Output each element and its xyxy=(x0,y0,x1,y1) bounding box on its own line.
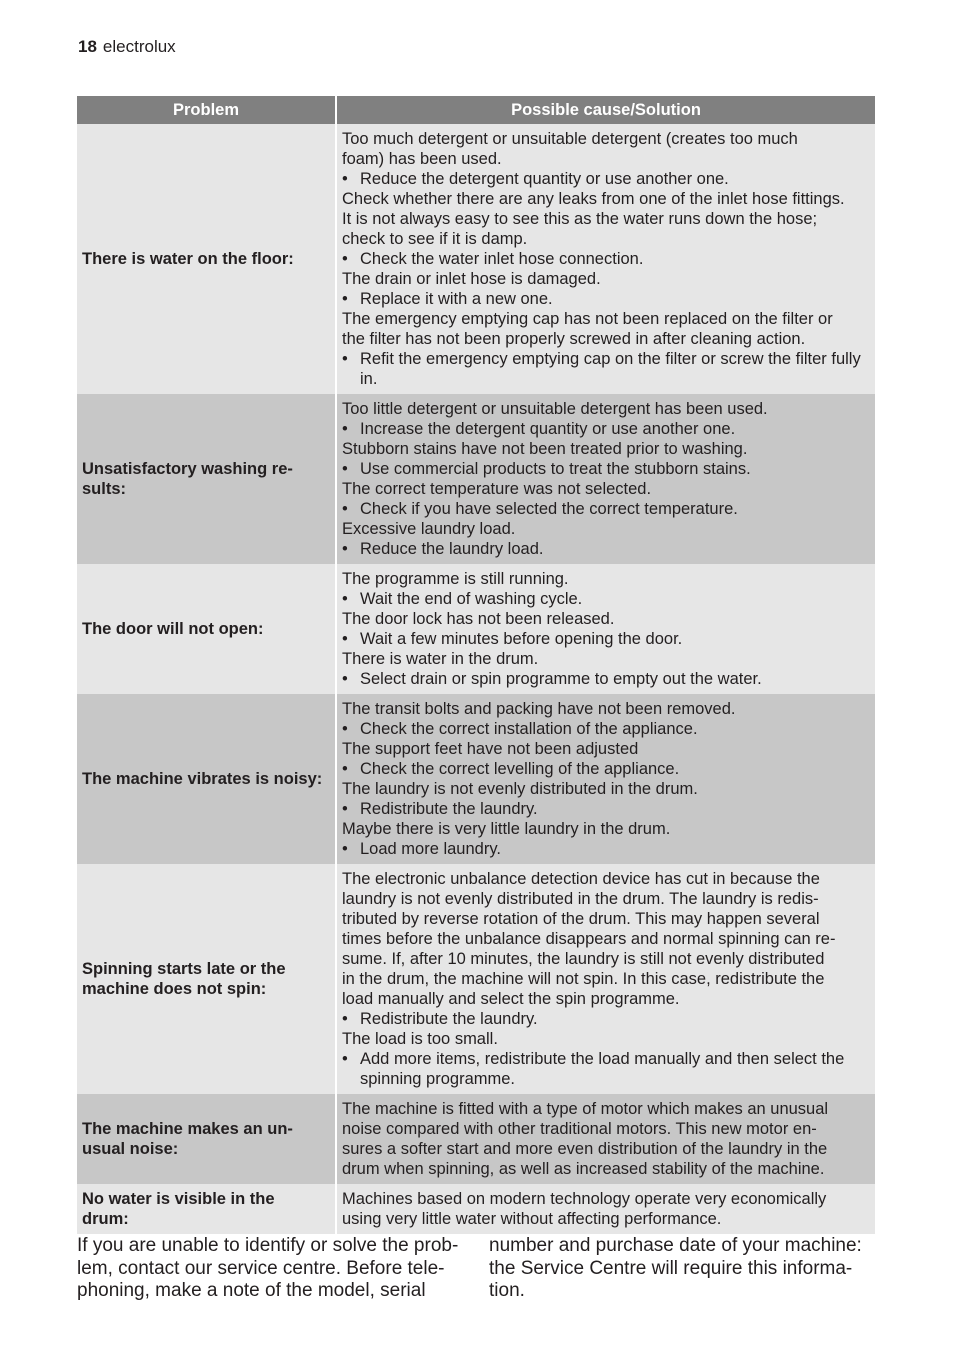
table-header-row xyxy=(77,96,875,124)
solution-line: The drain or inlet hose is damaged. xyxy=(342,270,601,288)
solution-line: Excessive laundry load. xyxy=(342,520,516,538)
solution-bullet xyxy=(342,1009,869,1029)
table-row xyxy=(77,124,875,394)
solution-bullet-text: Reduce the detergent quantity or use another one. xyxy=(360,170,729,188)
table-body xyxy=(77,124,875,1234)
solution-bullet-text: Replace it with a new one. xyxy=(360,290,553,308)
bullet-icon: • xyxy=(342,760,348,778)
solution-line: check to see if it is damp. xyxy=(342,230,528,248)
bullet-icon: • xyxy=(342,800,348,818)
bullet-icon: • xyxy=(342,670,348,688)
solution-bullet xyxy=(342,169,869,189)
solution-bullet-text: Redistribute the laundry. xyxy=(360,1010,538,1028)
solution-line: The programme is still running. xyxy=(342,570,569,588)
solution-bullet-text: Load more laundry. xyxy=(360,840,501,858)
solution-bullet xyxy=(342,719,869,739)
solution-bullet-text: Select drain or spin programme to empty out the water. xyxy=(360,670,762,688)
solution-bullet-text: Add more items, redistribute the load manually and then select the spinning programme. xyxy=(360,1050,845,1088)
solution-bullet xyxy=(342,349,869,389)
solution-line: There is water in the drum. xyxy=(342,650,539,668)
problem-cell: No water is visible in the drum: xyxy=(77,1184,336,1234)
solution-line: Machines based on modern technology operate very economically xyxy=(342,1190,827,1208)
solution-line: It is not always easy to see this as the water runs down the hose; xyxy=(342,210,818,228)
bullet-icon: • xyxy=(342,630,348,648)
solution-line: using very little water without affecting performance. xyxy=(342,1210,722,1228)
solution-line: The support feet have not been adjusted xyxy=(342,740,639,758)
solution-line: The load is too small. xyxy=(342,1030,498,1048)
solution-bullet-text: Refit the emergency emptying cap on the filter or screw the filter fully in. xyxy=(360,350,861,388)
bullet-icon: • xyxy=(342,840,348,858)
troubleshooting-table xyxy=(77,96,875,1234)
solution-cell xyxy=(336,394,875,564)
table-row xyxy=(77,1184,875,1234)
solution-line: laundry is not evenly distributed in the drum. The laundry is redis- xyxy=(342,890,819,908)
solution-bullet-text: Use commercial products to treat the stubborn stains. xyxy=(360,460,751,478)
solution-cell xyxy=(336,1184,875,1234)
table-row xyxy=(77,694,875,864)
solution-cell xyxy=(336,864,875,1094)
solution-bullet xyxy=(342,249,869,269)
solution-bullet-text: Check the correct levelling of the appliance. xyxy=(360,760,680,778)
solution-bullet-text: Increase the detergent quantity or use another one. xyxy=(360,420,736,438)
solution-bullet xyxy=(342,1049,869,1089)
solution-line: noise compared with other traditional motors. This new motor en- xyxy=(342,1120,817,1138)
bullet-icon: • xyxy=(342,720,348,738)
solution-line: times before the unbalance disappears and normal spinning can re- xyxy=(342,930,836,948)
solution-line: The laundry is not evenly distributed in the drum. xyxy=(342,780,698,798)
solution-line: sume. If, after 10 minutes, the laundry is still not evenly distributed xyxy=(342,950,825,968)
page-header xyxy=(78,37,176,57)
problem-cell: The door will not open: xyxy=(77,564,336,694)
solution-line: The electronic unbalance detection device has cut in because the xyxy=(342,870,820,888)
solution-cell xyxy=(336,124,875,394)
solution-line: Too much detergent or unsuitable detergent (creates too much xyxy=(342,130,798,148)
bullet-icon: • xyxy=(342,500,348,518)
solution-bullet xyxy=(342,759,869,779)
solution-line: in the drum, the machine will not spin. In this case, redistribute the xyxy=(342,970,825,988)
solution-line: Check whether there are any leaks from one of the inlet hose fittings. xyxy=(342,190,845,208)
solution-line: The correct temperature was not selected. xyxy=(342,480,652,498)
problem-cell: Unsatisfactory washing re-sults: xyxy=(77,394,336,564)
footer-paragraph-left: If you are unable to identify or solve the prob-lem, contact our service centre. Before tele-phoning, make a note of the model, serial xyxy=(77,1235,459,1301)
solution-line: The emergency emptying cap has not been replaced on the filter or xyxy=(342,310,833,328)
bullet-icon: • xyxy=(342,590,348,608)
solution-line: Maybe there is very little laundry in the drum. xyxy=(342,820,671,838)
solution-bullet-text: Wait a few minutes before opening the door. xyxy=(360,630,683,648)
bullet-icon: • xyxy=(342,1010,348,1028)
brand-name: electrolux xyxy=(102,37,176,56)
solution-line: The machine is fitted with a type of motor which makes an unusual xyxy=(342,1100,829,1118)
solution-bullet xyxy=(342,839,869,859)
bullet-icon: • xyxy=(342,250,348,268)
solution-line: sures a softer start and more even distribution of the laundry in the xyxy=(342,1140,828,1158)
solution-line: Stubborn stains have not been treated prior to washing. xyxy=(342,440,748,458)
column-header-solution: Possible cause/Solution xyxy=(336,96,875,124)
table-row xyxy=(77,864,875,1094)
solution-bullet-text: Check if you have selected the correct temperature. xyxy=(360,500,738,518)
solution-bullet-text: Reduce the laundry load. xyxy=(360,540,544,558)
bullet-icon: • xyxy=(342,350,348,368)
solution-bullet xyxy=(342,419,869,439)
solution-line: Too little detergent or unsuitable detergent has been used. xyxy=(342,400,768,418)
table-row xyxy=(77,394,875,564)
solution-bullet-text: Wait the end of washing cycle. xyxy=(360,590,583,608)
table-row xyxy=(77,1094,875,1184)
solution-bullet-text: Check the water inlet hose connection. xyxy=(360,250,644,268)
solution-bullet xyxy=(342,589,869,609)
solution-line: foam) has been used. xyxy=(342,150,502,168)
problem-cell: There is water on the floor: xyxy=(77,124,336,394)
bullet-icon: • xyxy=(342,420,348,438)
solution-bullet xyxy=(342,799,869,819)
solution-cell xyxy=(336,1094,875,1184)
solution-line: The transit bolts and packing have not been removed. xyxy=(342,700,736,718)
solution-line: drum when spinning, as well as increased stability of the machine. xyxy=(342,1160,825,1178)
solution-bullet xyxy=(342,499,869,519)
solution-cell xyxy=(336,694,875,864)
solution-bullet xyxy=(342,289,869,309)
solution-line: The door lock has not been released. xyxy=(342,610,615,628)
bullet-icon: • xyxy=(342,170,348,188)
bullet-icon: • xyxy=(342,290,348,308)
solution-line: load manually and select the spin programme. xyxy=(342,990,680,1008)
bullet-icon: • xyxy=(342,1050,348,1068)
solution-bullet-text: Redistribute the laundry. xyxy=(360,800,538,818)
solution-bullet xyxy=(342,669,869,689)
problem-cell: The machine makes an un-usual noise: xyxy=(77,1094,336,1184)
column-header-problem: Problem xyxy=(77,96,336,124)
solution-bullet xyxy=(342,539,869,559)
solution-bullet-text: Check the correct installation of the appliance. xyxy=(360,720,698,738)
table-row xyxy=(77,564,875,694)
solution-line: tributed by reverse rotation of the drum. This may happen several xyxy=(342,910,820,928)
solution-cell xyxy=(336,564,875,694)
page-number: 18 xyxy=(78,37,97,56)
solution-bullet xyxy=(342,629,869,649)
bullet-icon: • xyxy=(342,540,348,558)
footer-paragraph-right: number and purchase date of your machine: the Service Centre will require this informa-tion. xyxy=(489,1235,862,1301)
bullet-icon: • xyxy=(342,460,348,478)
problem-cell: Spinning starts late or the machine does not spin: xyxy=(77,864,336,1094)
problem-cell: The machine vibrates is noisy: xyxy=(77,694,336,864)
solution-bullet xyxy=(342,459,869,479)
solution-line: the filter has not been properly screwed in after cleaning action. xyxy=(342,330,806,348)
